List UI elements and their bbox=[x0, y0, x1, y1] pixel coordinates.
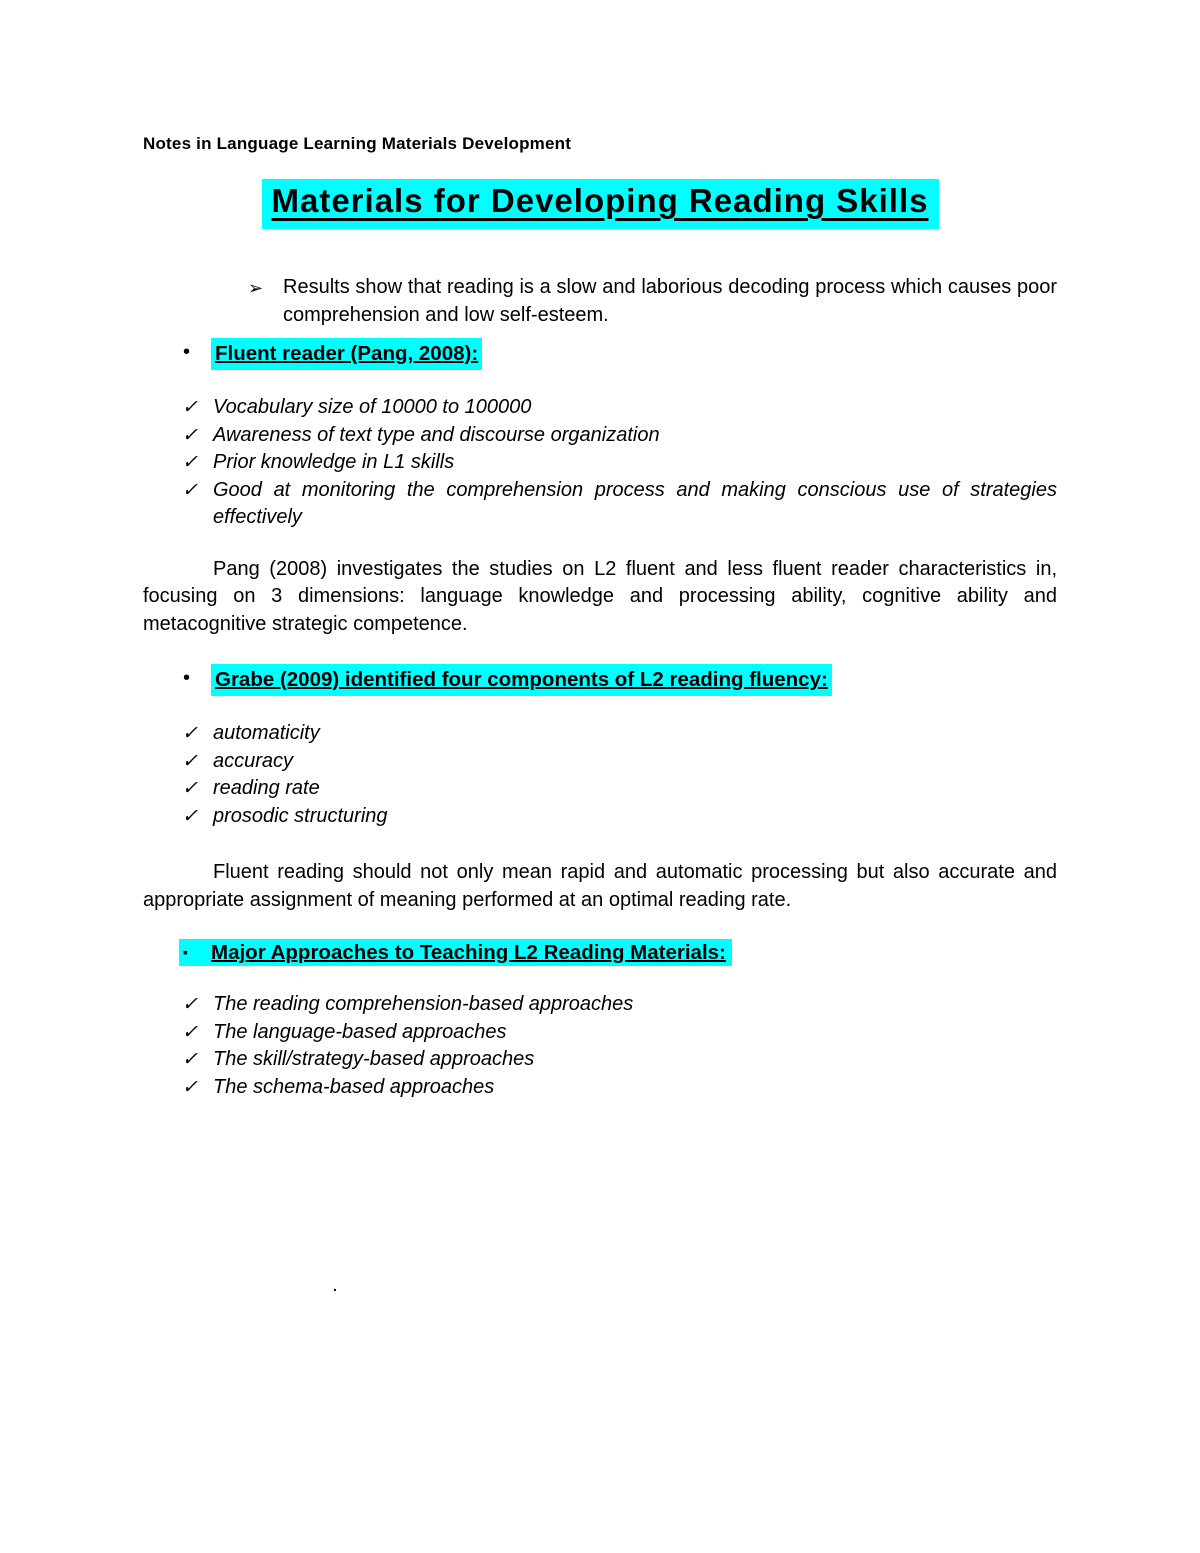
heading-fluent-reader bbox=[143, 338, 1057, 370]
check-item-text: The skill/strategy-based approaches bbox=[213, 1048, 535, 1070]
check-item-text: reading rate bbox=[213, 777, 320, 799]
check-icon: ✓ bbox=[182, 397, 198, 418]
check-icon: ✓ bbox=[182, 778, 198, 799]
check-list-item bbox=[143, 1074, 1057, 1102]
check-list-item bbox=[143, 449, 1057, 477]
check-item-text: prosodic structuring bbox=[213, 804, 388, 827]
check-list-item bbox=[143, 1046, 1057, 1074]
fluency-components-checklist bbox=[143, 720, 1057, 830]
arrow-bullet-icon: ➢ bbox=[248, 278, 264, 298]
heading-grabe-components-text: Grabe (2009) identified four components of L2 reading fluency: bbox=[211, 664, 832, 696]
check-item-text: automaticity bbox=[213, 722, 320, 744]
check-list-item bbox=[143, 394, 1057, 422]
intro-bullet-item bbox=[143, 273, 1057, 329]
check-icon: ✓ bbox=[182, 994, 198, 1015]
check-item-text: Vocabulary size of 10000 to 100000 bbox=[213, 396, 532, 418]
check-icon: ✓ bbox=[182, 723, 198, 744]
check-icon: ✓ bbox=[182, 805, 198, 827]
check-list-item bbox=[143, 1019, 1057, 1047]
heading-fluent-reader-text: Fluent reader (Pang, 2008): bbox=[211, 338, 482, 370]
check-icon: ✓ bbox=[182, 750, 198, 772]
check-icon: ✓ bbox=[182, 424, 198, 446]
title-row bbox=[143, 179, 1057, 229]
check-list-item bbox=[143, 477, 1057, 532]
round-bullet-icon: • bbox=[183, 667, 191, 689]
doc-subject-header: Notes in Language Learning Materials Development bbox=[143, 134, 572, 153]
check-item-text: Awareness of text type and discourse organization bbox=[213, 423, 660, 446]
check-list-item bbox=[143, 775, 1057, 803]
page-title: Materials for Developing Reading Skills bbox=[262, 179, 939, 229]
heading-major-approaches bbox=[143, 938, 1057, 967]
fluent-reader-checklist bbox=[143, 394, 1057, 532]
stray-period-mark: . bbox=[333, 1278, 337, 1294]
check-list-item bbox=[143, 803, 1057, 831]
pang-paragraph: Pang (2008) investigates the studies on L2 fluent and less fluent reader characteristics in, focusing on 3 dimensions: language knowledge and processing ability, cognitive ability and metacognitive strategic competence. bbox=[143, 557, 1057, 635]
check-item-text: The schema-based approaches bbox=[213, 1075, 495, 1098]
fluent-reading-paragraph: Fluent reading should not only mean rapid and automatic processing but also accurate and appropriate assignment of meaning performed at an optimal reading rate. bbox=[143, 861, 1057, 911]
check-list-item bbox=[143, 748, 1057, 776]
check-icon: ✓ bbox=[182, 1021, 198, 1043]
check-item-text: The language-based approaches bbox=[213, 1020, 507, 1043]
round-bullet-icon: • bbox=[183, 341, 191, 363]
check-icon: ✓ bbox=[182, 1049, 198, 1070]
approaches-checklist bbox=[143, 991, 1057, 1101]
check-item-text: Good at monitoring the comprehension process and making conscious use of strategies effectively bbox=[213, 478, 1057, 528]
check-list-item bbox=[143, 720, 1057, 748]
check-item-text: The reading comprehension-based approaches bbox=[213, 993, 634, 1015]
square-bullet-icon: ▪ bbox=[183, 944, 188, 960]
check-icon: ✓ bbox=[182, 1076, 198, 1098]
check-icon: ✓ bbox=[182, 479, 198, 501]
check-item-text: accuracy bbox=[213, 749, 294, 772]
heading-grabe-components bbox=[143, 664, 1057, 696]
check-list-item bbox=[143, 422, 1057, 450]
intro-bullet-text: Results show that reading is a slow and laborious decoding process which causes poor comprehension and low self-esteem. bbox=[283, 276, 1057, 326]
check-list-item bbox=[143, 991, 1057, 1019]
heading-highlight-wrap bbox=[179, 939, 732, 966]
check-icon: ✓ bbox=[182, 452, 198, 473]
check-item-text: Prior knowledge in L1 skills bbox=[213, 451, 455, 473]
heading-major-approaches-text: Major Approaches to Teaching L2 Reading Materials: bbox=[211, 941, 726, 964]
